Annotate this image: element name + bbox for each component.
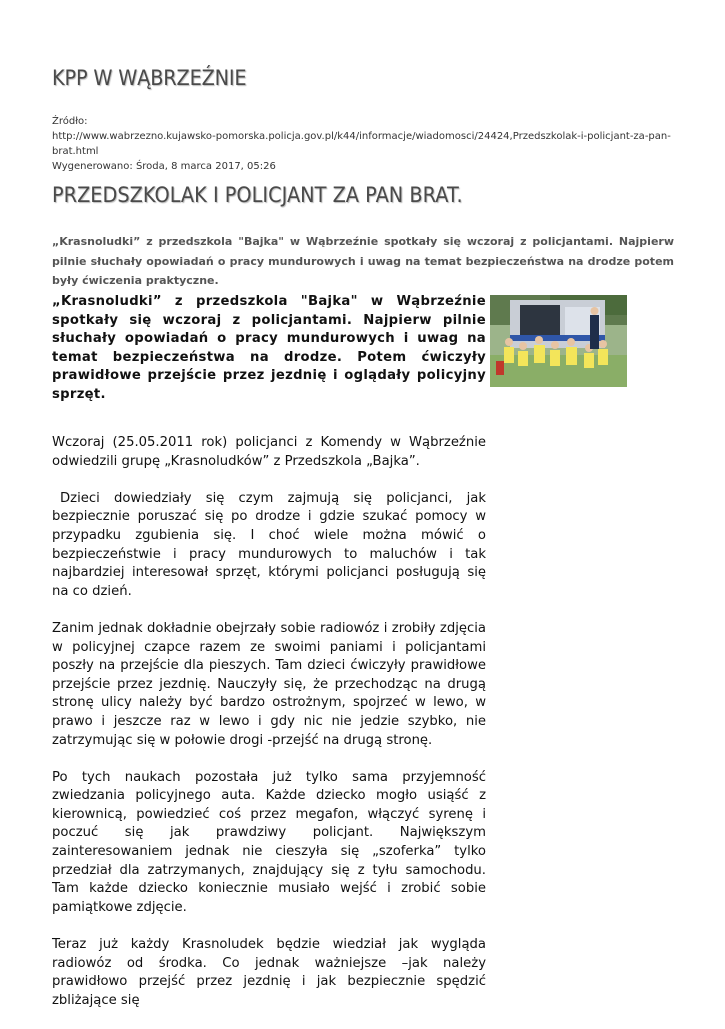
meta-block (52, 114, 674, 174)
paragraph: Po tych naukach pozostała już tylko sama przyjemność zwiedzania policyjnego auta. Każde dziecko mogło usiąść z kierownicą, powiedzieć coś przez megafon, włączyć syrenę i poczuć się jak prawdziwy policjant. Największym zainteresowaniem jednak nie cieszyła się „szoferka” tylko przedział dla zatrzymanych, znajdujący się z tyłu samochodu. Tam każde dziecko koniecznie musiało wejść i zrobić sobie pamiątkowe zdjęcie. (52, 769, 486, 915)
article-lead: „Krasnoludki” z przedszkola "Bajka" w Wąbrzeźnie spotkały się wczoraj z policjantami. Najpierw pilnie słuchały opowiadań o pracy mundurowych i uwag na temat bezpieczeństwa na drodze potem były ćwiczenia praktyczne. (52, 235, 674, 287)
paragraph: Teraz już każdy Krasnoludek będzie wiedział jak wygląda radiowóz od środka. Co jednak ważniejsze –jak należy prawidłowo przejść przez jezdnię i jak bezpiecznie spędzić zbliżające się (52, 937, 486, 1008)
article-title: PRZEDSZKOLAK I POLICJANT ZA PAN BRAT. (52, 183, 463, 207)
source-url[interactable]: http://www.wabrzezno.kujawsko-pomorska.policja.gov.pl/k44/informacje/wiadomosci/24424,Przedszkolak-i-policjant-za-pan-brat.html (52, 131, 671, 157)
source-label: Źródło: (52, 116, 88, 127)
article-lead-bold: „Krasnoludki” z przedszkola "Bajka" w Wąbrzeźnie spotkały się wczoraj z policjantami. Najpierw pilnie słuchały opowiadań o pracy mundurowych i uwag na temat bezpieczeństwa na drodze. Potem ćwiczyły prawidłowe przejście przez jezdnię i oglądały policyjny sprzęt. (52, 294, 486, 402)
paragraph: Zanim jednak dokładnie obejrzały sobie radiowóz i zrobiły zdjęcia w policyjnej czapce razem ze swoimi paniami i policjantami poszły na przejście dla pieszych. Tam dzieci ćwiczyły prawidłowe przejście przez jezdnię. Nauczyły się, że przechodząc na drugą stronę ulicy należy być bardzo ostrożnym, spojrzeć w lewo, w prawo i jeszcze raz w lewo i gdy nic nie jedzie szybko, nie zatrzymując się w połowie drogi -przejść na drugą stronę. (52, 620, 486, 748)
police-van-children-image (490, 295, 627, 387)
paragraph: Dzieci dowiedziały się czym zajmują się policjanci, jak bezpiecznie poruszać się po drodze i gdzie szukać pomocy w przypadku zgubienia się. I choć wiele można mówić o bezpieczeństwie i pracy mundurowych to maluchów i tak najbardziej interesował sprzęt, którymi policjanci posługują się na co dzień. (52, 490, 486, 599)
paragraph: Wczoraj (25.05.2011 rok) policjanci z Komendy w Wąbrzeźnie odwiedzili grupę „Krasnoludków” z Przedszkola „Bajka”. (52, 435, 486, 469)
article-body (52, 434, 486, 1029)
article-photo (490, 295, 627, 387)
site-title: KPP W WĄBRZEŹNIE (52, 66, 247, 90)
generated-date: Wygenerowano: Środa, 8 marca 2017, 05:26 (52, 161, 276, 172)
